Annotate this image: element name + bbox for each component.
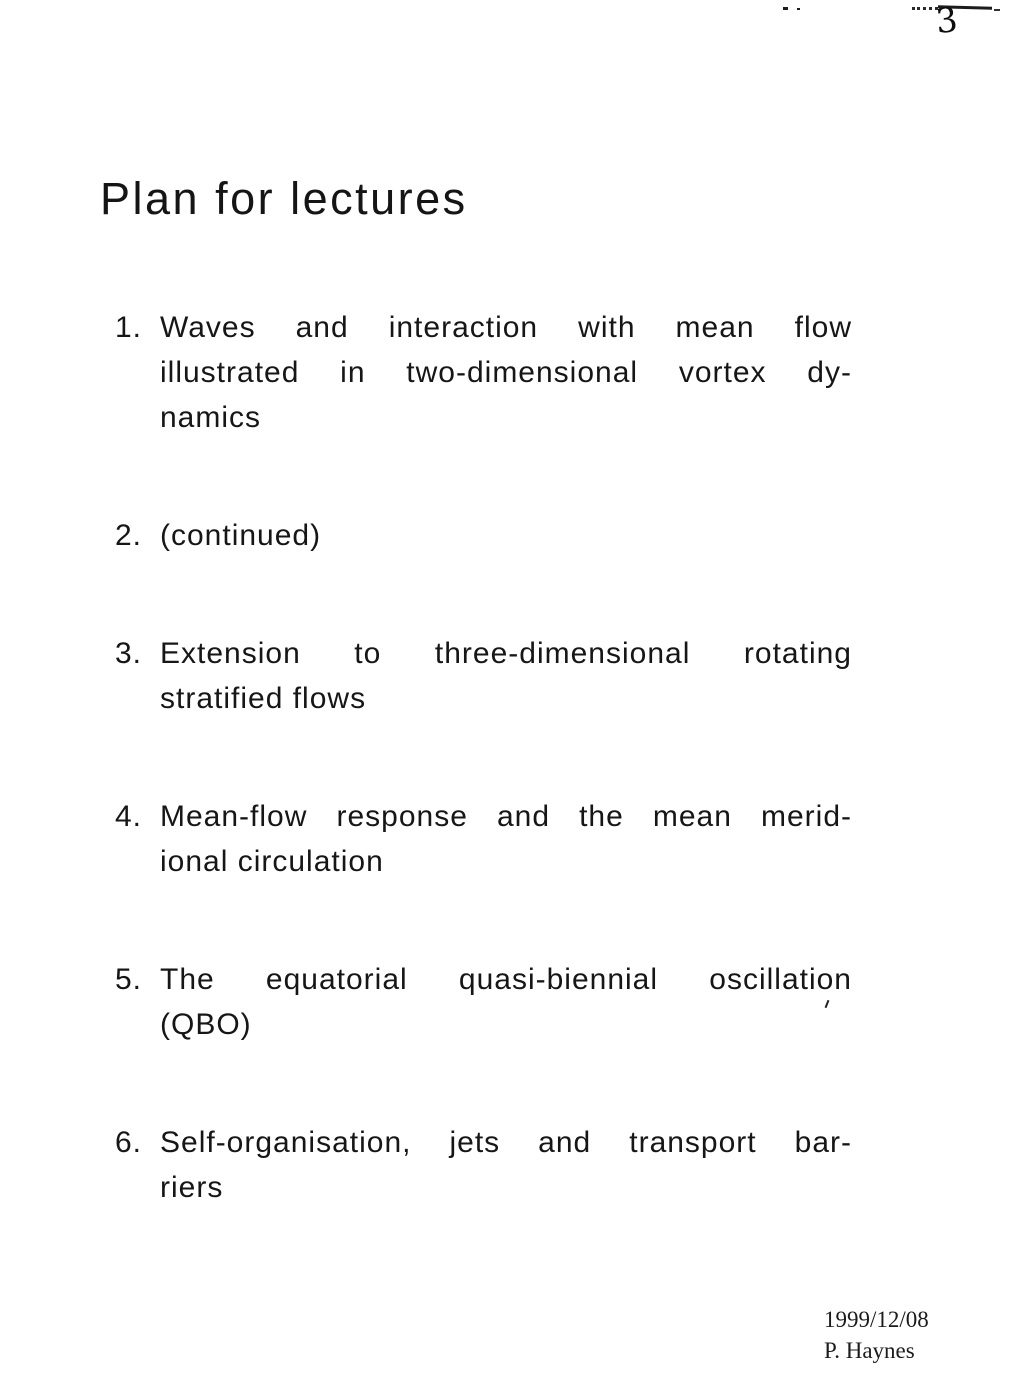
item-line: namics: [160, 401, 262, 434]
item-line: ional circulation: [160, 845, 384, 878]
item-text: [160, 305, 852, 440]
lecture-list: [115, 305, 852, 1210]
item-line: riers: [160, 1171, 224, 1204]
list-item: [115, 513, 852, 558]
scan-artifact-dot: [783, 7, 788, 10]
footer-date: 1999/12/08: [824, 1307, 929, 1332]
page-title: Plan for lectures: [100, 173, 468, 224]
scan-artifact-dot: [797, 8, 800, 10]
item-line: stratified flows: [160, 682, 367, 715]
item-line: Extension to three-dimensional rotating: [160, 637, 852, 670]
item-line: Mean-flow response and the mean merid-: [160, 800, 852, 833]
item-line: (continued): [160, 519, 322, 552]
footer: [824, 1304, 929, 1366]
list-item: [115, 957, 852, 1047]
list-item: [115, 305, 852, 440]
item-number: 5.: [115, 963, 143, 996]
item-line: Self-organisation, jets and transport bar-: [160, 1126, 852, 1159]
item-line: Waves and interaction with mean flow: [160, 311, 852, 344]
item-number: 4.: [115, 800, 143, 833]
page-number: 3: [933, 0, 960, 43]
list-item: [115, 631, 852, 721]
scan-artifact-dot: [994, 9, 1000, 11]
list-item: [115, 1120, 852, 1210]
item-number: 3.: [115, 637, 143, 670]
item-number: 1.: [115, 311, 143, 344]
item-line: (QBO): [160, 1008, 252, 1041]
item-text: [160, 794, 852, 884]
item-number: 6.: [115, 1126, 143, 1159]
list-item: [115, 794, 852, 884]
item-text: [160, 631, 852, 721]
item-text: [160, 1120, 852, 1210]
item-number: 2.: [115, 519, 143, 552]
footer-author: P. Haynes: [824, 1338, 915, 1363]
item-line: illustrated in two-dimensional vortex dy-: [160, 356, 852, 389]
item-text: [160, 513, 852, 558]
item-line: The equatorial quasi-biennial oscillation: [160, 963, 852, 996]
item-text: [160, 957, 852, 1047]
